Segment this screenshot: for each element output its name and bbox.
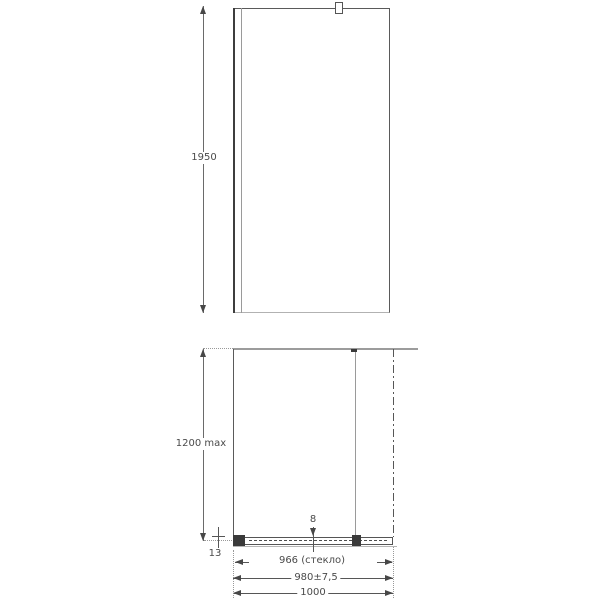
dim-profile-depth-tick [212, 536, 225, 537]
dim-height-label: 1950 [188, 152, 219, 164]
dim-overall-width-label: 1000 [297, 587, 328, 599]
wall-profile-outer-line [233, 8, 235, 313]
extension-dotted-right [393, 547, 394, 598]
dim-arrow-icon [200, 533, 206, 541]
dim-arrow-icon [235, 559, 243, 565]
wall-profile-inner-line [241, 8, 242, 313]
glass-panel-shadow-line [233, 546, 397, 547]
support-bar-glass-fixing [352, 535, 361, 546]
left-edge-line [233, 349, 234, 537]
dim-glass-thickness-label: 8 [307, 514, 319, 526]
wall-extension-dotted [203, 348, 233, 349]
dim-arrow-icon [310, 528, 316, 536]
dim-arrow-icon [233, 575, 241, 581]
dim-arrow-icon [200, 349, 206, 357]
dim-profile-depth-label: 13 [206, 548, 225, 560]
glass-panel-outline [233, 8, 390, 313]
support-bracket-front [335, 2, 343, 14]
support-bar-wall-fixing [351, 349, 357, 352]
dim-glass-width-label: 966 (стекло) [276, 555, 348, 567]
dim-arrow-icon [385, 575, 393, 581]
free-edge-axis-line [393, 349, 394, 537]
dim-arrow-icon [385, 559, 393, 565]
wall-profile-block-plan [233, 535, 245, 546]
dim-arrow-icon [200, 305, 206, 313]
dim-arrow-icon [233, 590, 241, 596]
dim-arrow-icon [200, 6, 206, 14]
glass-center-dashed-line [249, 540, 387, 541]
dim-arrow-icon [385, 590, 393, 596]
dim-depth-label: 1200 max [173, 438, 229, 450]
support-bar-line [355, 350, 356, 536]
wall-line [233, 348, 418, 350]
dim-panel-width-label: 980±7,5 [291, 572, 340, 584]
dim-profile-extension-dotted [204, 540, 232, 541]
